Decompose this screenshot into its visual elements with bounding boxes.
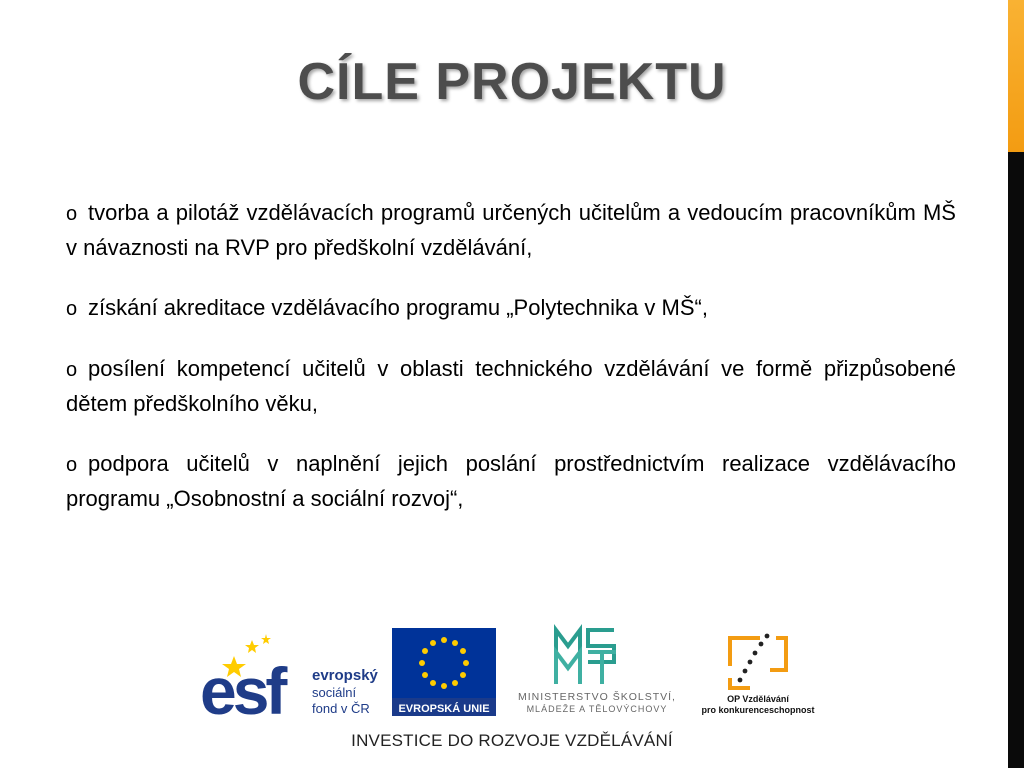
bullet-item: [66, 447, 956, 516]
bullet-text: získání akreditace vzdělávacího programu „Polytechnika v MŠ“,: [88, 295, 708, 320]
bullet-text: tvorba a pilotáž vzdělávacích programů určených učitelům a vedoucím pracovníkům MŠ v návaznosti na RVP pro předškolní vzdělávání,: [66, 200, 956, 260]
page-title: CÍLE PROJEKTU: [297, 53, 727, 111]
bullet-item: [66, 196, 956, 265]
side-accent-bar-black: [1008, 152, 1024, 768]
op-vk-logo: [700, 626, 820, 718]
bullet-text: posílení kompetencí učitelů v oblasti technického vzdělávání ve formě přizpůsobené dětem předškolního věku,: [66, 356, 956, 416]
bullet-item: [66, 291, 956, 326]
bullet-marker: o: [66, 203, 78, 225]
logo-strip: [200, 624, 820, 720]
footer-slogan: INVESTICE DO ROZVOJE VZDĚLÁVÁNÍ: [351, 731, 673, 750]
op-vk-dots-icon: [738, 634, 770, 683]
esf-logo: [200, 628, 386, 720]
esf-line1: evropský: [312, 667, 378, 684]
eu-flag-logo: [390, 628, 498, 716]
esf-line2: sociální: [312, 685, 357, 700]
msmt-line1: MINISTERSTVO ŠKOLSTVÍ,: [518, 691, 676, 703]
esf-wordmark: esf: [200, 654, 284, 720]
eu-label: EVROPSKÁ UNIE: [398, 703, 490, 715]
bullet-marker: o: [66, 298, 78, 320]
bullet-marker: o: [66, 359, 78, 381]
msmt-line2: MLÁDEŽE A TĚLOVÝCHOVY: [526, 704, 668, 714]
bullet-text: podpora učitelů v naplnění jejich poslání prostřednictvím realizace vzdělávacího programu „Osobnostní a sociální rozvoj“,: [66, 451, 956, 511]
op-vk-line1: OP Vzdělávání: [727, 694, 789, 704]
esf-line3: fond v ČR: [312, 701, 370, 716]
op-vk-line2: pro konkurenceschopnost: [701, 705, 815, 715]
bullet-item: [66, 352, 956, 421]
msmt-logo: [504, 624, 690, 720]
bullet-marker: o: [66, 454, 78, 476]
bullet-list: [66, 196, 956, 542]
msmt-monogram-icon: [556, 630, 616, 684]
